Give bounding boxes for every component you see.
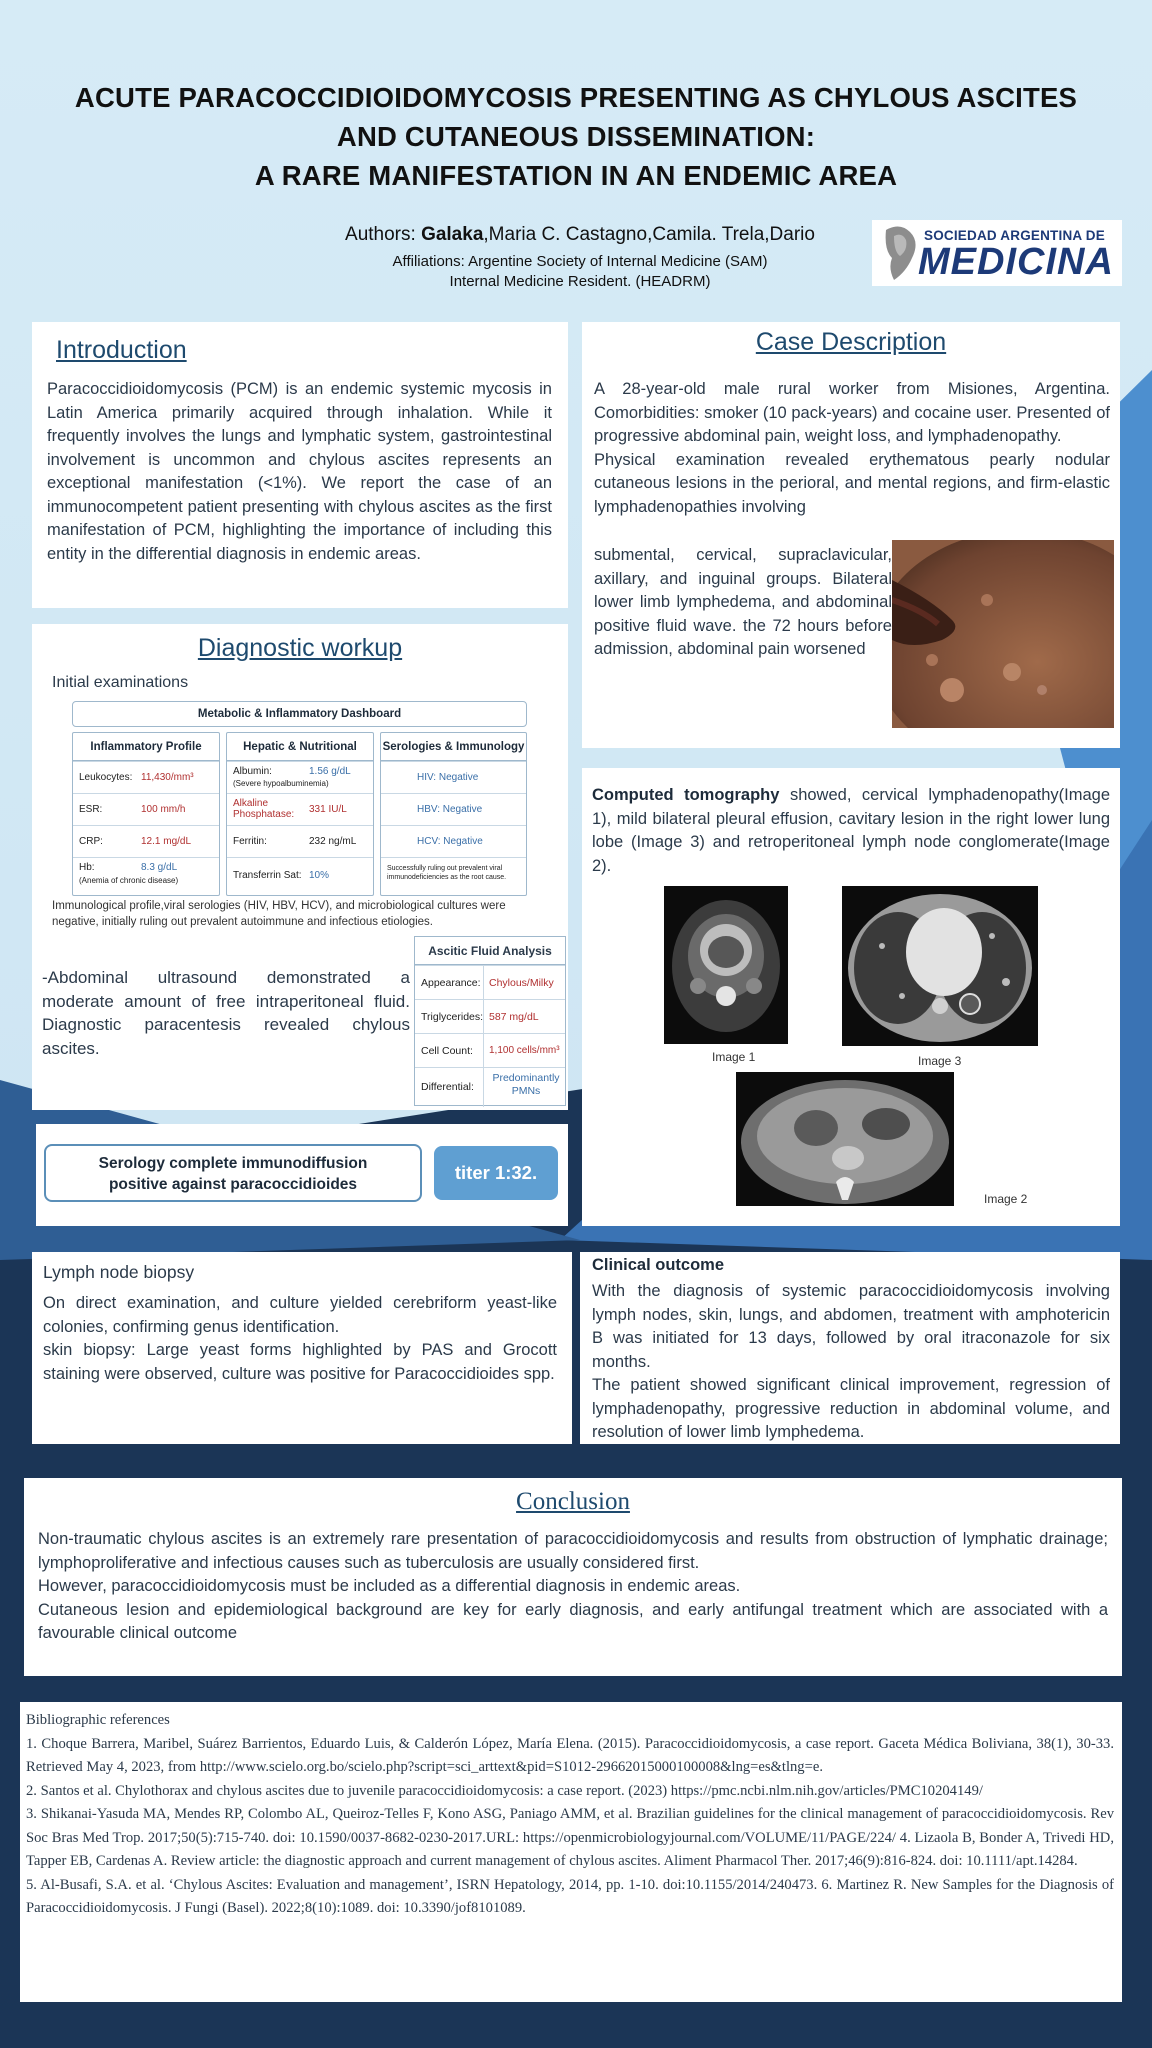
clinical-photo [892,540,1114,728]
diagnostic-workup-heading: Diagnostic workup [197,634,403,662]
table-row: HBV: Negative [381,793,526,825]
table-row: HCV: Negative [381,825,526,857]
introduction-text: Paracoccidioidomycosis (PCM) is an endemic systemic mycosis in Latin America primarily acquired through inhalation. While it frequently involves the lungs and lymphatic system, gastrointestinal involvement is uncommon and chylous ascites represents an exceptional manifestation (<1%). We report the case of an immunocompetent patient presenting with chylous ascites as the first manifestation of PCM, highlighting the importance of including this entity in the differential diagnosis in endemic areas. [47,380,552,563]
table-row: ESR: 100 mm/h [73,793,219,825]
table-row: CRP: 12.1 mg/dL [73,825,219,857]
biopsy-heading: Lymph node biopsy [43,1262,195,1282]
ct-text: Computed tomography showed, cervical lymphadenopathy(Image 1), mild bilateral pleural effusion, cavitary lesion in the right lower lung lobe (Image 3) and retroperitoneal lymph node conglomerate(Image 2). [592,786,1110,875]
titer-badge: titer 1:32. [434,1146,558,1200]
table-row: Albumin: 1.56 g/dL (Severe hypoalbuminemia) [227,761,373,793]
outcome-heading: Clinical outcome [592,1256,725,1274]
reference-5: 5. Al-Busafi, S.A. et al. ‘Chylous Ascites: Evaluation and management’, ISRN Hepatology, 2014, pp. 1-10. doi:10.1155/2014/240473. 6. Martinez R. New Samples for the Diagnosis of Paracoccidioidomycosis. J Fungi (Basel). 2022;8(10):1089. doi: 10.3390/jof8101089. [26,1876,1114,1916]
introduction-panel [32,322,568,608]
ascitic-fluid-table: Ascitic Fluid Analysis Appearance: Chylous/Milky Triglycerides: 587 mg/dL Cell Count: 1,100 cells/mm³ Differential: Predominantly PMNs [414,936,566,1106]
introduction-heading: Introduction [56,336,187,364]
initial-examinations-label: Initial examinations [52,674,189,691]
case-description-heading: Case Description [755,328,947,356]
poster-title: ACUTE PARACOCCIDIOIDOMYCOSIS PRESENTING AS CHYLOUS ASCITES AND CUTANEOUS DISSEMINATION: A RARE MANIFESTATION IN AN ENDEMIC AREA [74,82,1078,191]
outcome-text: With the diagnosis of systemic paracoccidioidomycosis involving lymph nodes, skin, lungs, and abdomen, treatment with amphotericin B was initiated for 13 days, followed by oral itraconazole for six months. The patient showed significant clinical improvement, regression of lymphadenopathy, progressive reduction in abdominal volume, and resolution of lower limb lymphedema. [592,1282,1110,1441]
table-row: Hb: 8.3 g/dL (Anemia of chronic disease) [73,857,219,895]
table-row: HIV: Negative [381,761,526,793]
ct-image-3 [842,886,1038,1046]
ct-image-3-caption: Image 3 [918,1054,962,1068]
table-row: Transferrin Sat: 10% [227,857,373,895]
conclusion-panel [24,1478,1122,1676]
reference-2: 2. Santos et al. Chylothorax and chylous ascites due to juvenile paracoccidioidomycosis: a case report. (2023) https://pmc.ncbi.nlm.nih.gov/articles/PMC10204149/ [26,1782,983,1799]
case-text-2: submental, cervical, supraclavicular, axillary, and inguinal groups. Bilateral lower limb lymphedema, and abdominal positive fluid wave. the 72 hours before admission, abdominal pain worsened [594,546,892,658]
lymph-node-biopsy-panel [32,1252,572,1444]
table-row: Cell Count: 1,100 cells/mm³ [415,1033,565,1067]
references-heading: Bibliographic references [26,1712,170,1728]
clinical-outcome-panel [580,1252,1120,1444]
table-row: Differential: Predominantly PMNs [415,1067,565,1107]
table-row: Successfully ruling out prevalent viral immunodeficiencies as the root cause. [381,857,526,895]
logo-emblem-icon [876,222,924,284]
conclusion-text: Non-traumatic chylous ascites is an extremely rare presentation of paracoccidioidomycosis and results from obstruction of lymphatic drainage; lymphoproliferative and infectious causes such as tuberculosis are usually considered first. However, paracoccidioidomycosis must be included as a differential diagnosis in endemic areas. Cutaneous lesion and epidemiological background are key for early diagnosis, and early antifungal treatment which are associated with a favourable clinical outcome [38,1530,1108,1642]
inflammatory-profile-table: Inflammatory Profile Leukocytes: 11,430/mm³ ESR: 100 mm/h CRP: 12.1 mg/dL Hb: 8.3 g/dL (Anemia of chronic disease) [72,732,220,896]
reference-1: 1. Choque Barrera, Maribel, Suárez Barrientos, Eduardo Luis, & Calderón López, María Elena. (2015). Paracoccidioidomycosis, a case report. Gaceta Médica Boliviana, 38(1), 30-33. Retrieved May 4, 2023, from http://www.scielo.org.bo/scielo.php?script=sci_arttext&pid=S1012-29662015000100008&lng=es&tlng=e. [26,1735,1114,1775]
references-list [26,1709,1114,1921]
hepatic-nutritional-table: Hepatic & Nutritional Albumin: 1.56 g/dL (Severe hypoalbuminemia) Alkaline Phosphatase: 331 IU/L Ferritin: 232 ng/mL Transferrin Sat: 10% [226,732,374,896]
authors: Authors: Galaka,Maria C. Castagno,Camila. Trela,Dario [345,224,815,245]
table-row: Ferritin: 232 ng/mL [227,825,373,857]
case-text-1: A 28-year-old male rural worker from Misiones, Argentina. Comorbidities: smoker (10 pack-years) and cocaine user. Presented of progressive abdominal pain, weight loss, and lymphadenopathy. Physical examination revealed erythematous pearly nodular cutaneous lesions in the perioral, and mental regions, and firm-elastic lymphadenopathies involving [594,380,1110,516]
ultrasound-text: -Abdominal ultrasound demonstrated a moderate amount of free intraperitoneal fluid. Diagnostic paracentesis revealed chylous ascites. [42,968,410,1058]
table-row: Triglycerides: 587 mg/dL [415,999,565,1033]
ct-image-1-caption: Image 1 [712,1050,756,1064]
dashboard-title: Metabolic & Inflammatory Dashboard [72,701,527,727]
serology-result: Serology complete immunodiffusion positive against paracoccidioides [44,1144,422,1202]
ct-image-1 [664,886,788,1044]
biopsy-text: On direct examination, and culture yielded cerebriform yeast-like colonies, confirming genus identification. skin biopsy: Large yeast forms highlighted by PAS and Grocott staining were observed, culture was positive for Paracoccidioides spp. [43,1294,557,1383]
table-row: Appearance: Chylous/Milky [415,965,565,999]
table-row: Alkaline Phosphatase: 331 IU/L [227,793,373,825]
table-row: Leukocytes: 11,430/mm³ [73,761,219,793]
reference-3: 3. Shikanai-Yasuda MA, Mendes RP, Colombo AL, Queiroz-Telles F, Kono ASG, Paniago AMM, et al. Brazilian guidelines for the clinical management of paracoccidioidomycosis. Rev Soc Bras Med Trop. 2017;50(5):715-740. doi: 10.1590/0037-8682-0230-2017.URL: https://openmicrobiologyjournal.com/VOLUME/11/PAGE/224/ 4. Lizaola B, Bonder A, Trivedi HD, Tapper EB, Cardenas A. Review article: the diagnostic approach and current management of chylous ascites. Aliment Pharmacol Ther. 2017;46(9):816-824. doi: 10.1111/apt.14284. [26,1806,1114,1869]
ct-image-2-caption: Image 2 [984,1192,1028,1206]
conclusion-heading: Conclusion [516,1488,630,1515]
ct-image-2 [736,1072,954,1206]
immunology-note: Immunological profile,viral serologies (HIV, HBV, HCV), and microbiological cultures were negative, initially ruling out prevalent autoimmune and infectious etiologies. [52,900,506,928]
affiliations: Affiliations: Argentine Society of Internal Medicine (SAM) Internal Medicine Resident. (HEADRM) [392,253,768,290]
society-logo: SOCIEDAD ARGENTINA DE MEDICINA [872,220,1122,286]
serologies-immunology-table: Serologies & Immunology HIV: Negative HBV: Negative HCV: Negative Successfully ruling out prevalent viral immunodeficiencies as the root cause. [380,732,527,896]
